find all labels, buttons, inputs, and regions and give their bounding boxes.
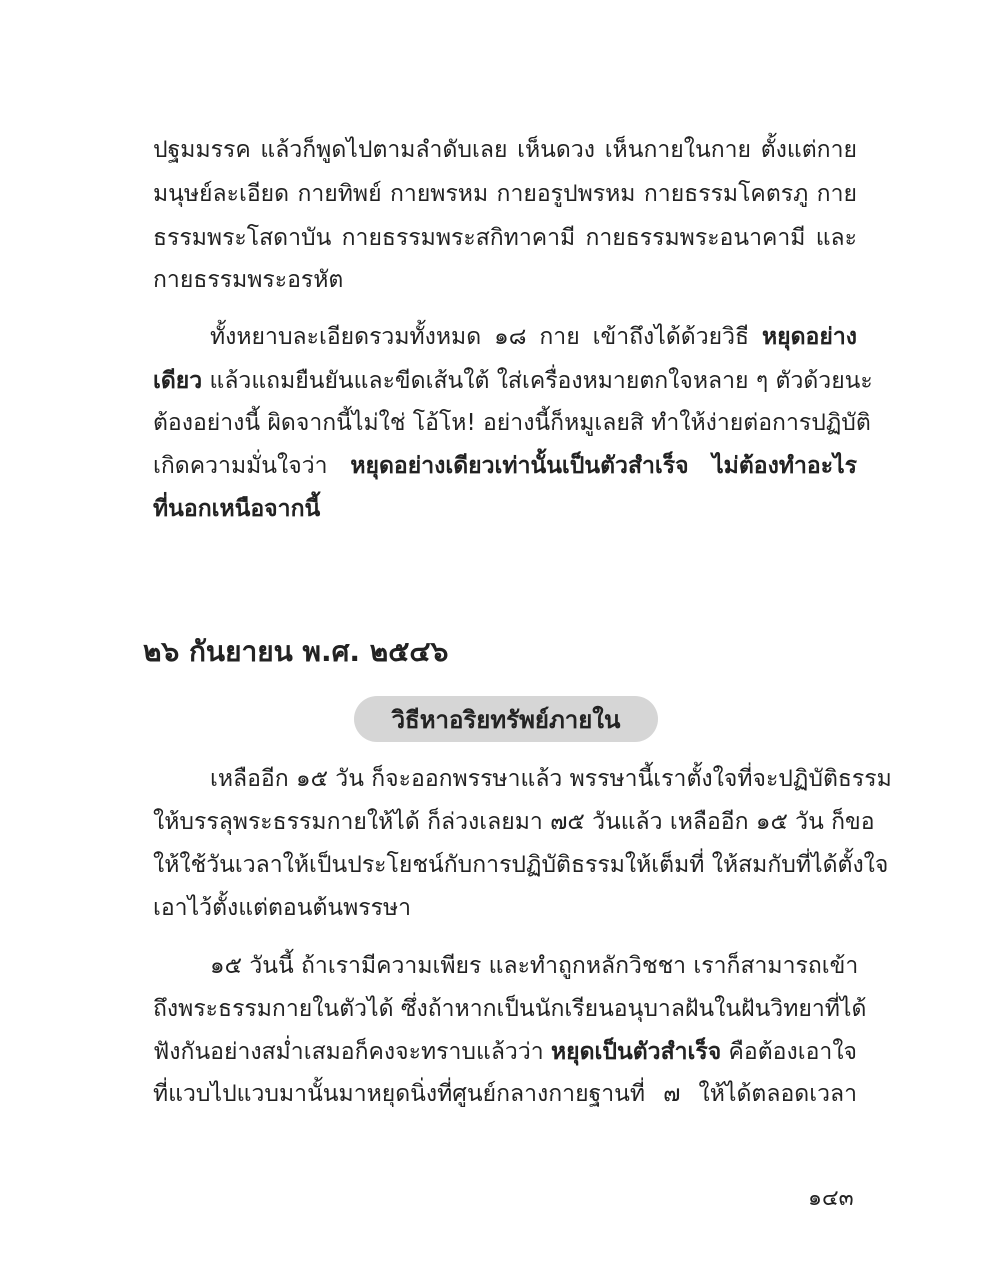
paragraph-line: เอาไว้ตั้งแต่ตอนต้นพรรษา [153, 895, 412, 921]
paragraph-line: ให้ใช้วันเวลาให้เป็นประโยชน์กับการปฏิบัติธรรมให้เต็มที่ ให้สมกับที่ได้ตั้งใจ [153, 852, 889, 878]
line-text: ฟังกันอย่างสม่ำเสมอก็คงจะทราบแล้วว่า [153, 1039, 551, 1065]
bold-emphasis: ที่นอกเหนือจากนี้ [153, 496, 321, 522]
paragraph-line: กายธรรมพระอรหัต [153, 267, 344, 293]
paragraph-line: ๑๕ วันนี้ ถ้าเรามีความเพียร และทำถูกหลักวิชชา เราก็สามารถเข้า [210, 953, 859, 979]
line-text: แล้วแถมยืนยันและขีดเส้นใต้ ใส่เครื่องหมายตกใจหลาย ๆ ตัวด้วยนะ [202, 368, 873, 394]
section-title: วิธีหาอริยทรัพย์ภายใน [354, 696, 658, 742]
paragraph-line [153, 365, 873, 397]
paragraph-line: มนุษย์ละเอียด กายทิพย์ กายพรหม กายอรูปพรหม กายธรรมโคตรภู กาย [153, 181, 857, 207]
line-text: คือต้องเอาใจ [721, 1039, 858, 1065]
bold-emphasis: หยุดอย่าง [761, 324, 857, 350]
line-text: ทั้งหยาบละเอียดรวมทั้งหมด ๑๘ กาย เข้าถึงได้ด้วยวิธี [210, 324, 762, 350]
paragraph-line: เหลืออีก ๑๕ วัน ก็จะออกพรรษาแล้ว พรรษานี้เราตั้งใจที่จะปฏิบัติธรรม [210, 766, 892, 792]
paragraph-line [153, 493, 857, 525]
paragraph-line: ธรรมพระโสดาบัน กายธรรมพระสกิทาคามี กายธรรมพระอนาคามี และ [153, 225, 857, 251]
paragraph-line: ต้องอย่างนี้ ผิดจากนี้ไม่ใช่ โอ้โห! อย่างนี้ก็หมูเลยสิ ทำให้ง่ายต่อการปฏิบัติ [153, 410, 871, 436]
date-heading: ๒๖ กันยายน พ.ศ. ๒๕๔๖ [143, 635, 449, 668]
bold-emphasis: หยุดเป็นตัวสำเร็จ [550, 1039, 722, 1065]
paragraph-line: ถึงพระธรรมกายในตัวได้ ซึ่งถ้าหากเป็นนักเรียนอนุบาลฝันในฝันวิทยาที่ได้ [153, 996, 867, 1022]
paragraph-line [210, 321, 857, 353]
paragraph-line: ให้บรรลุพระธรรมกายให้ได้ ก็ล่วงเลยมา ๗๕ วันแล้ว เหลืออีก ๑๕ วัน ก็ขอ [153, 809, 875, 835]
paragraph-line [153, 1036, 857, 1068]
bold-emphasis: หยุดอย่างเดียวเท่านั้นเป็นตัวสำเร็จ ไม่ต้องทำอะไร [350, 453, 857, 479]
line-text: เกิดความมั่นใจว่า [153, 453, 351, 479]
bold-emphasis: เดียว [153, 368, 203, 394]
page-number: ๑๔๓ [808, 1186, 854, 1211]
paragraph-line: ที่แวบไปแวบมานั้นมาหยุดนิ่งที่ศูนย์กลางกายฐานที่ ๗ ให้ได้ตลอดเวลา [153, 1081, 857, 1107]
paragraph-line [153, 450, 857, 482]
paragraph-line: ปฐมมรรค แล้วก็พูดไปตามลำดับเลย เห็นดวง เห็นกายในกาย ตั้งแต่กาย [153, 137, 857, 163]
